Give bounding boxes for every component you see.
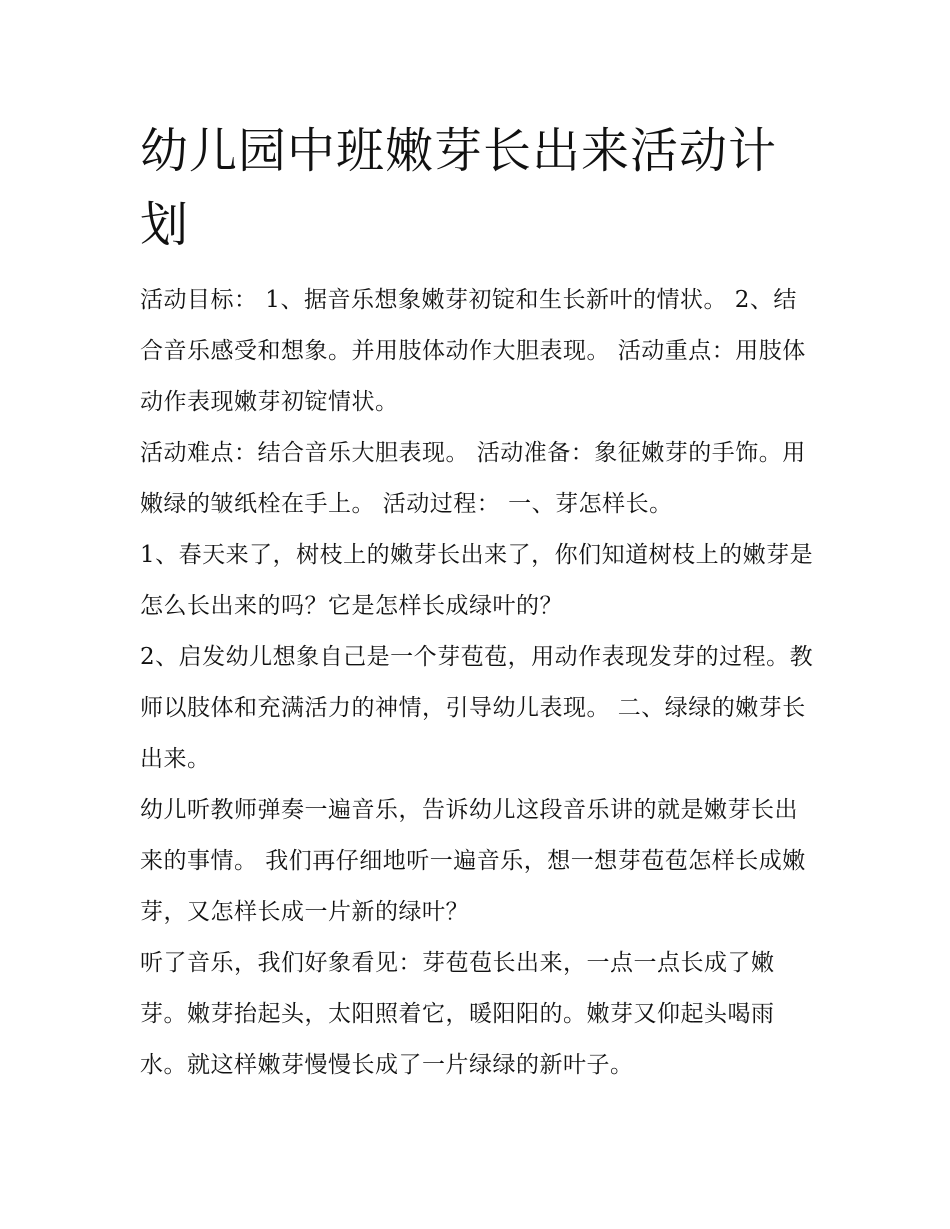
paragraph-after-music: 听了音乐，我们好象看见：芽苞苞长出来，一点一点长成了嫩芽。嫩芽抬起头，太阳照着它，暖阳阳的。嫩芽又仰起头喝雨水。就这样嫩芽慢慢长成了一片绿绿的新叶子。 [140, 950, 775, 1078]
paragraph-goals: 活动目标： 1、据音乐想象嫩芽初锭和生长新叶的情状。 2、结合音乐感受和想象。并用肢体动作大胆表现。 活动重点：用肢体动作表现嫩芽初锭情状。 [140, 287, 806, 415]
paragraph-listen-music: 幼儿听教师弹奏一遍音乐，告诉幼儿这段音乐讲的就是嫩芽长出来的事情。 我们再仔细地听一遍音乐，想一想芽苞苞怎样长成嫩芽，又怎样长成一片新的绿叶？ [140, 797, 806, 925]
paragraph-difficulty-preparation: 活动难点：结合音乐大胆表现。 活动准备：象征嫩芽的手饰。用嫩绿的皱纸栓在手上。 活动过程： 一、芽怎样长。 [140, 440, 806, 517]
document-title: 幼儿园中班嫩芽长出来活动计划 [140, 123, 778, 253]
paragraph-step-2: 2、启发幼儿想象自己是一个芽苞苞，用动作表现发芽的过程。教师以肢体和充满活力的神情，引导幼儿表现。 二、绿绿的嫩芽长出来。 [140, 644, 814, 772]
paragraph-step-1: 1、春天来了，树枝上的嫩芽长出来了，你们知道树枝上的嫩芽是怎么长出来的吗？它是怎样长成绿叶的？ [140, 542, 814, 619]
document-body [140, 275, 820, 1091]
